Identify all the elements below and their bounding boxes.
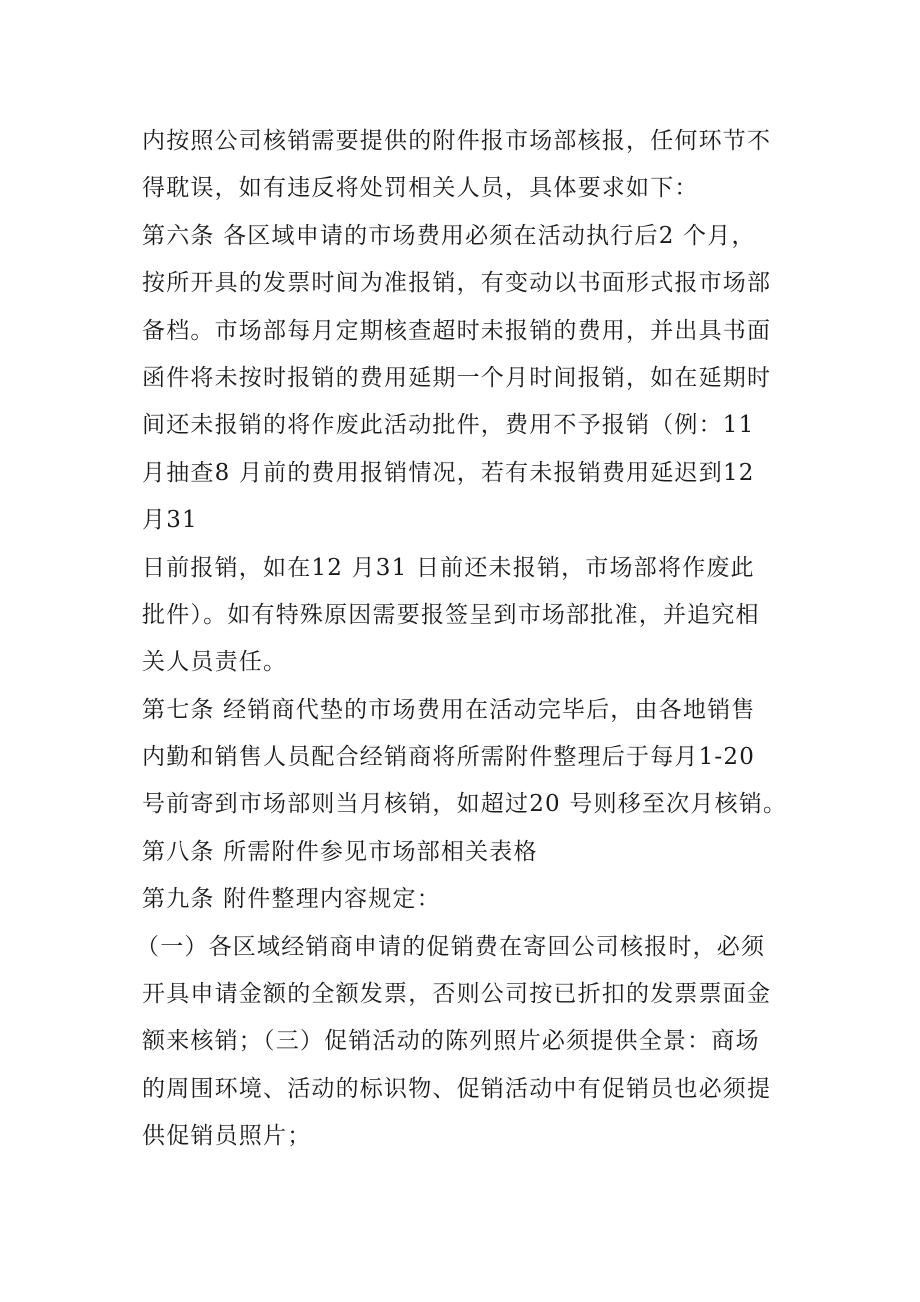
article-8-heading-line: 第八条 所需附件参见市场部相关表格 <box>142 838 538 865</box>
text-line: 的周围环境、活动的标识物、促销活动中有促销员也必须提 <box>142 1075 772 1102</box>
clause-1-line: （一）各区域经销商申请的促销费在寄回公司核报时，必须 <box>136 933 766 960</box>
text-line: 供促销员照片； <box>142 1123 312 1150</box>
document-body <box>136 118 802 1161</box>
text-line: 号前寄到市场部则当月核销，如超过20 号则移至次月核销。 <box>142 791 788 818</box>
text-line: 批件）。如有特殊原因需要报签呈到市场部批准，并追究相 <box>142 601 760 628</box>
text-line: 日前报销，如在12 月31 日前还未报销，市场部将作废此 <box>142 554 755 581</box>
text-line: 额来核销；（三）促销活动的陈列照片必须提供全景：商场 <box>142 1028 760 1055</box>
article-6-heading-line: 第六条 各区域申请的市场费用必须在活动执行后2 个月， <box>142 222 756 249</box>
text-line: 月31 <box>142 507 198 534</box>
article-9-heading-line: 第九条 附件整理内容规定： <box>142 886 441 913</box>
text-line: 备档。市场部每月定期核查超时未报销的费用，并出具书面 <box>142 317 772 344</box>
text-line: 得耽误，如有违反将处罚相关人员，具体要求如下： <box>142 175 699 202</box>
text-line: 按所开具的发票时间为准报销，有变动以书面形式报市场部 <box>142 270 772 297</box>
text-line: 间还未报销的将作废此活动批件，费用不予报销（例：11 <box>142 412 755 439</box>
text-line: 函件将未按时报销的费用延期一个月时间报销，如在延期时 <box>142 364 772 391</box>
text-line: 内勤和销售人员配合经销商将所需附件整理后于每月1-20 <box>142 744 756 771</box>
text-line: 月抽查8 月前的费用报销情况，若有未报销费用延迟到12 <box>142 459 755 486</box>
article-7-heading-line: 第七条 经销商代垫的市场费用在活动完毕后，由各地销售 <box>142 696 756 723</box>
text-line: 开具申请金额的全额发票，否则公司按已折扣的发票票面金 <box>142 981 772 1008</box>
text-line: 内按照公司核销需要提供的附件报市场部核报，任何环节不 <box>142 128 772 154</box>
text-line: 关人员责任。 <box>142 649 288 676</box>
